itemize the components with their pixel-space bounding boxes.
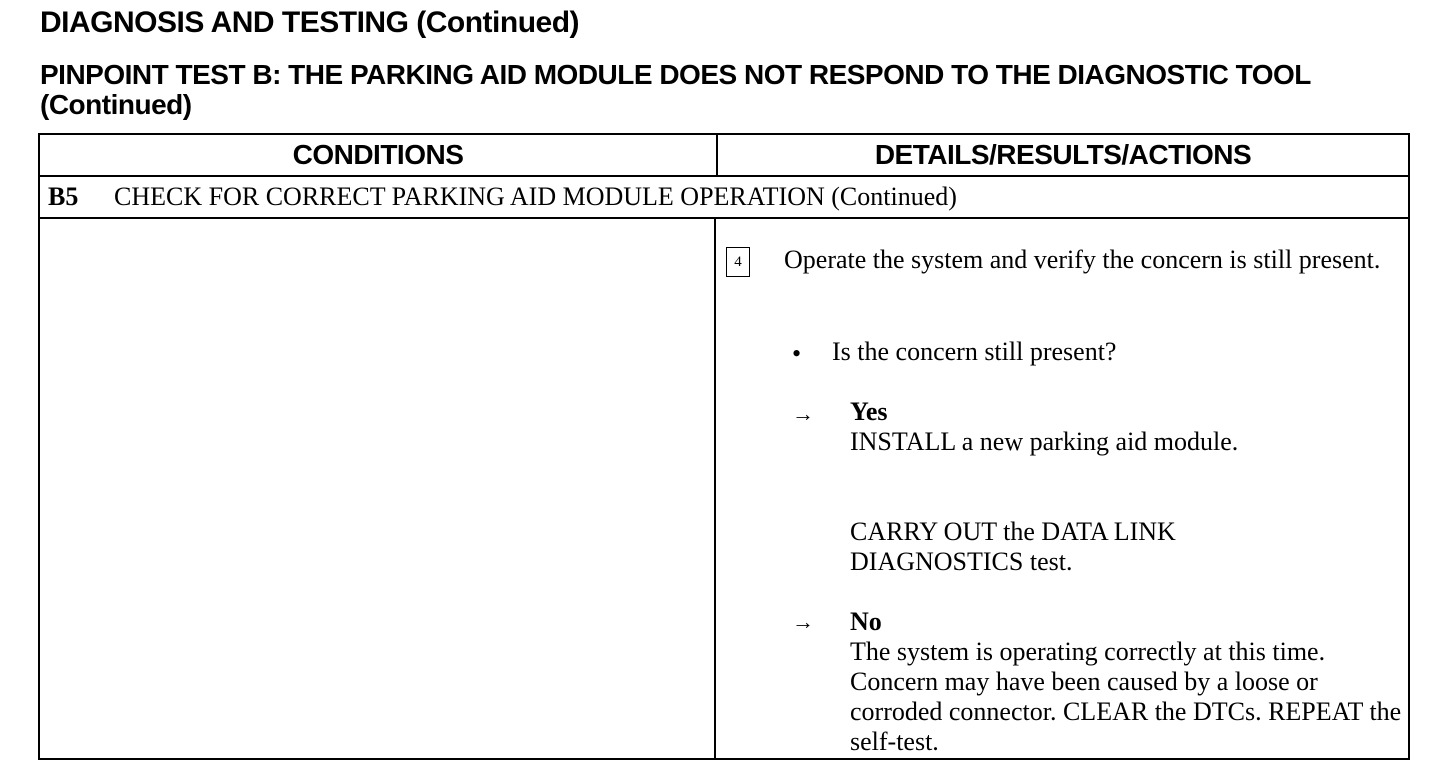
step-number: B5 xyxy=(48,182,79,211)
page-title: DIAGNOSIS AND TESTING (Continued) xyxy=(40,6,580,39)
conditions-column-header: CONDITIONS xyxy=(40,135,718,175)
step-row xyxy=(40,177,1408,219)
no-label: No xyxy=(850,607,882,636)
instruction-text: Operate the system and verify the concern is still present. xyxy=(784,245,1381,274)
yes-action-1: INSTALL a new parking aid module. xyxy=(850,427,1239,456)
step-title: CHECK FOR CORRECT PARKING AID MODULE OPERATION (Continued) xyxy=(114,182,957,211)
yes-action-2: CARRY OUT the DATA LINK DIAGNOSTICS test. xyxy=(850,517,1176,576)
details-column-header: DETAILS/RESULTS/ACTIONS xyxy=(874,139,1252,170)
yes-arrow-icon: → xyxy=(792,401,814,426)
pinpoint-test-table xyxy=(38,133,1410,760)
question-text: Is the concern still present? xyxy=(832,337,1117,366)
table-header-row xyxy=(40,135,1408,177)
yes-label: Yes xyxy=(850,397,888,426)
bullet-icon: • xyxy=(792,339,802,368)
pinpoint-test-title: PINPOINT TEST B: THE PARKING AID MODULE DOES NOT RESPOND TO THE DIAGNOSTIC TOOL (Continued) xyxy=(40,59,1311,120)
details-cell xyxy=(716,219,1408,758)
no-arrow-icon: → xyxy=(792,609,814,634)
step-index-box: 4 xyxy=(726,247,750,277)
no-action: The system is operating correctly at this time. Concern may have been caused by a loose or corroded connector. CLEAR the DTCs. REPEAT the self-test. xyxy=(850,637,1402,756)
